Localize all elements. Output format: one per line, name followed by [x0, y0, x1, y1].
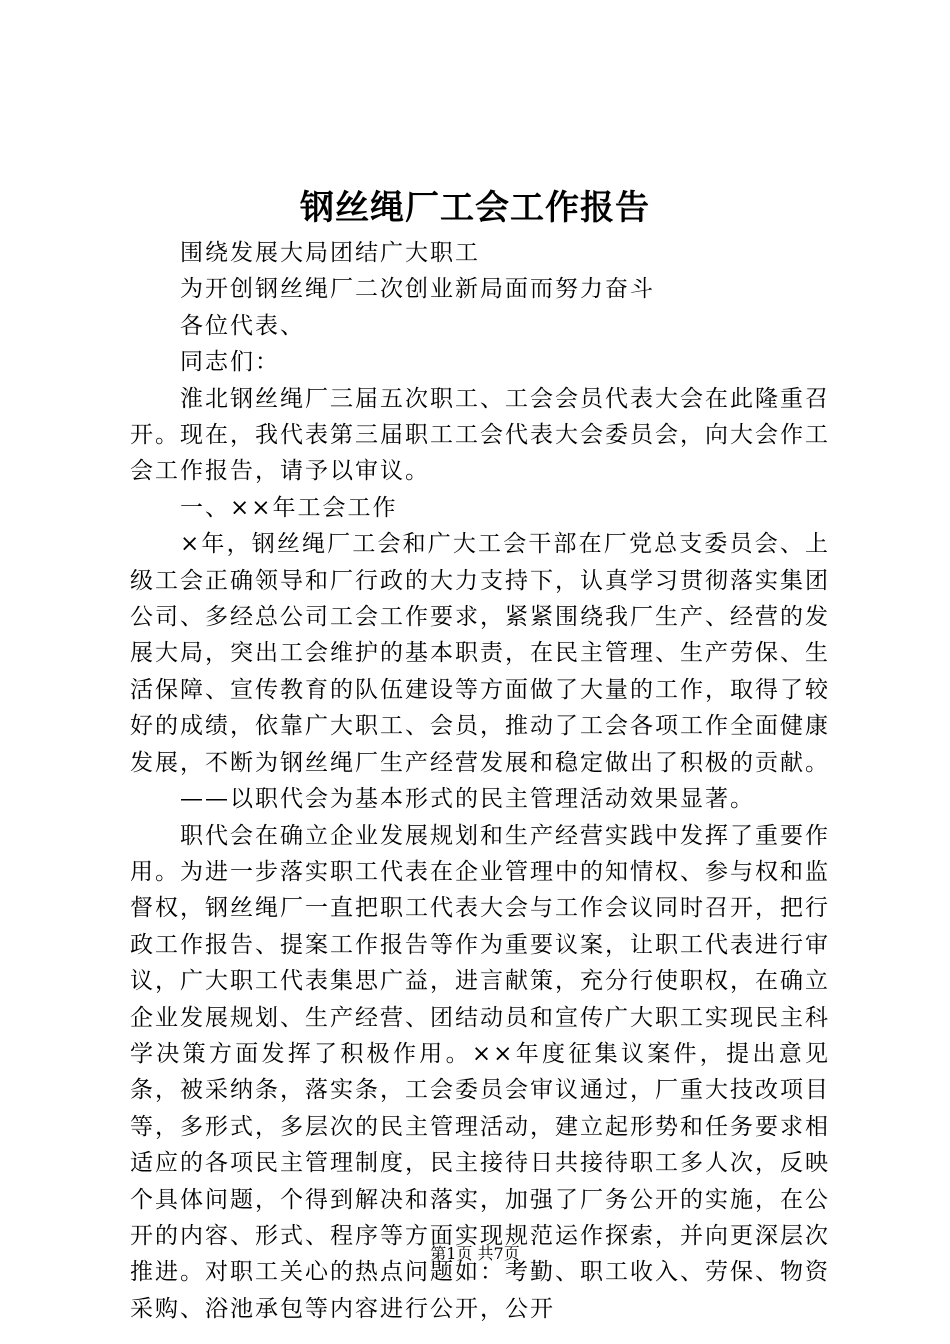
page-number-footer: 第1页 共7页: [430, 1244, 520, 1263]
document-body: [130, 235, 830, 1327]
subtitle-line-2: 为开创钢丝绳厂二次创业新局面而努力奋斗: [180, 276, 655, 303]
subtitle-line-1: 围绕发展大局团结广大职工: [180, 240, 480, 266]
section-heading: 一、××年工会工作: [180, 494, 398, 521]
subsection-heading: ——以职代会为基本形式的民主管理活动效果显著。: [180, 786, 755, 813]
subsection-paragraph: 职代会在确立企业发展规划和生产经营实践中发挥了重要作用。为进一步落实职工代表在企业管理中的知情权、参与权和监督权，钢丝绳厂一直把职工代表大会与工作会议同时召开，把行政工作报告、提案工作报告等作为重要议案，让职工代表进行审议，广大职工代表集思广益，进言献策，充分行使职权，在确立企业发展规划、生产经营、团结动员和宣传广大职工实现民主科学决策方面发挥了积极作用。××年度征集议案件，提出意见条，被采纳条，落实条，工会委员会审议通过，厂重大技改项目等，多形式，多层次的民主管理活动，建立起形势和任务要求相适应的各项民主管理制度，民主接待日共接待职工多人次，反映个具体问题，个得到解决和落实，加强了厂务公开的实施，在公开的内容、形式、程序等方面实现规范运作探索，并向更深层次推进。对职工关心的热点问题如：考勤、职工收入、劳保、物资采购、浴池承包等内容进行公开，公开: [130, 822, 830, 1322]
section-paragraph: ×年，钢丝绳厂工会和广大工会干部在厂党总支委员会、上级工会正确领导和厂行政的大力支持下，认真学习贯彻落实集团公司、多经总公司工会工作要求，紧紧围绕我厂生产、经营的发展大局，突出工会维护的基本职责，在民主管理、生产劳保、生活保障、宣传教育的队伍建设等方面做了大量的工作，取得了较好的成绩，依靠广大职工、会员，推动了工会各项工作全面健康发展，不断为钢丝绳厂生产经营发展和稳定做出了积极的贡献。: [130, 531, 830, 776]
document-title: 钢丝绳厂工会工作报告: [300, 188, 650, 228]
intro-paragraph: 淮北钢丝绳厂三届五次职工、工会会员代表大会在此隆重召开。现在，我代表第三届职工工会代表大会委员会，向大会作工会工作报告，请予以审议。: [130, 385, 830, 485]
salutation-line-1: 各位代表、: [180, 312, 305, 339]
salutation-line-2: 同志们：: [180, 349, 280, 376]
